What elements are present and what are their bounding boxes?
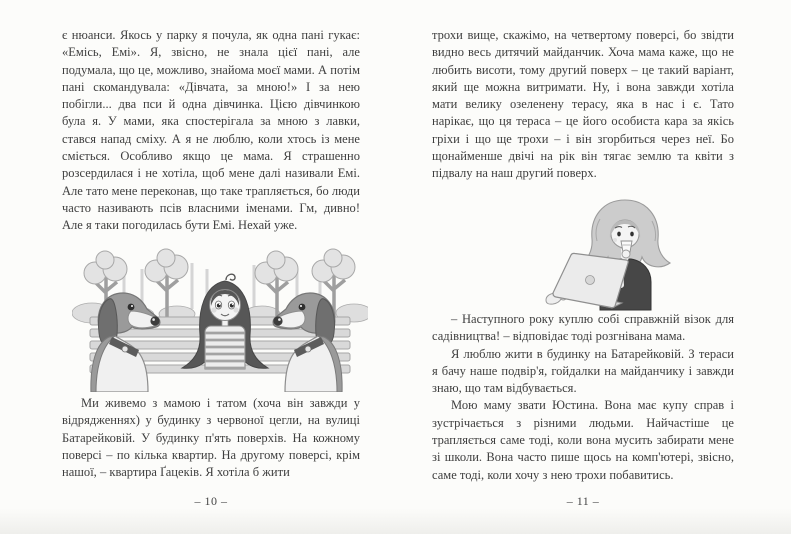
right-paragraph-1: трохи вище, скажімо, на четвертому поверсі, бо звідти видно весь дитячий майданчик. Хоча мама каже, що не любить висоти, тому другий поверх – це такий варіант, який ще можна витримати. Ну, і вона завжди хотіла мати велику озеленену терасу, яка в нас і є. Тато нарікає, що ця тераса – це його особиста кара за якісь гріхи і що ще трохи – і він згорбиться через неї. Бо щонайменше двічі на рік він тягає землю та квіти з підвалу на наш другий поверх. [432, 28, 734, 181]
park-illustration-svg [72, 247, 368, 392]
park-illustration [72, 247, 368, 392]
right-paragraph-3: Я люблю жити в будинку на Батарейковій. З тераси я бачу наше подвір'я, гойдалки на майданчику і завжди знаю, що там відбувається. [432, 346, 734, 396]
left-paragraph-2: Ми живемо з мамою і татом (хоча він завжди у відрядженнях) у будинку з червоної цегли, на вулиці Батарейковій. У будинку п'ять поверхів. На кожному поверсі – по кілька квартир. На другому поверсі, крім нашої, – квартира Ґацеків. Я хотіла б жити [62, 396, 360, 480]
laptop-logo [586, 276, 595, 285]
right-paragraph-4: Мою маму звати Юстина. Вона має купу справ і зустрічається з різними людьми. Найчастіше це трапляється саме тоді, коли вона мусить забирати мене зі школи. Вона часто пише щось на комп'ютері, звісно, саме тоді, коли хочу з нею трохи побавитись. [432, 398, 734, 482]
page-right [395, 0, 791, 534]
right-page-number: – 11 – [566, 494, 600, 508]
right-lower-text [432, 311, 734, 484]
left-page-number: – 10 – [194, 494, 228, 508]
mom-laptop-illustration-svg [540, 197, 738, 315]
right-paragraph-dialog: – Наступного року куплю собі справжній візок для садівництва! – відповідає тоді розгнівана мама. [432, 312, 734, 344]
page-left [0, 0, 395, 534]
left-paragraph-1: є нюанси. Якось у парку я почула, як одна пані гукає: «Емісь, Емі». Я, звісно, не знала цієї пані, але подумала, що це, можливо, знайома моєї мами. А потім пані скомандувала: «Дівчата, за мною!» І за нею побігли... два пси й одна дівчинка. Цією дівчинкою була я. У мами, яка спостерігала за мною з лавки, стався напад сміху. А я не люблю, коли хтось із мене сміється. Особливо якщо це мама. Я страшенно розсердилася і не хотіла, щоб мене далі називали Емі. Але тато мене переконав, що таке трапляється, бо люди часто називають псів власними іменами. Гм, дивно! Але я таки погодилась бути Емі. Нехай уже. [62, 28, 360, 233]
mom-laptop-illustration [540, 197, 738, 315]
